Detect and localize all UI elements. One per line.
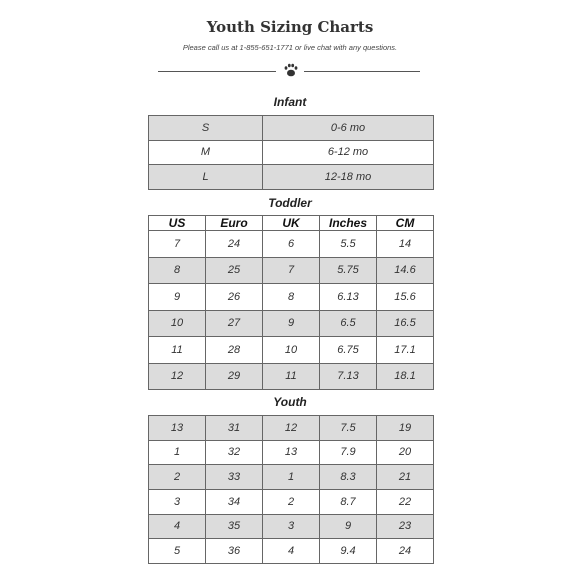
euro-cell: 25 (206, 257, 263, 284)
table-header-row (149, 216, 434, 231)
youth-section-title: Youth (273, 395, 307, 409)
table-row (149, 140, 434, 165)
infant-age-cell: 6-12 mo (263, 140, 434, 165)
infant-section-title: Infant (273, 95, 307, 109)
table-row (149, 465, 434, 490)
infant-size-cell: M (149, 140, 263, 165)
euro-cell: 24 (206, 231, 263, 258)
euro-cell: 28 (206, 337, 263, 364)
divider-left (158, 71, 276, 72)
us-cell: 11 (149, 337, 206, 364)
inches-cell: 9 (320, 514, 377, 539)
infant-size-table (148, 115, 434, 190)
table-row (149, 514, 434, 539)
us-cell: 4 (149, 514, 206, 539)
us-cell: 9 (149, 284, 206, 311)
cm-cell: 20 (377, 440, 434, 465)
us-cell: 7 (149, 231, 206, 258)
inches-cell: 8.7 (320, 489, 377, 514)
column-header-cm: CM (377, 216, 434, 231)
divider-right (304, 71, 420, 72)
uk-cell: 3 (263, 514, 320, 539)
euro-cell: 34 (206, 489, 263, 514)
euro-cell: 26 (206, 284, 263, 311)
inches-cell: 7.9 (320, 440, 377, 465)
euro-cell: 31 (206, 416, 263, 441)
table-row (149, 337, 434, 364)
table-row (149, 310, 434, 337)
inches-cell: 6.13 (320, 284, 377, 311)
paw-print-icon (283, 62, 299, 78)
uk-cell: 7 (263, 257, 320, 284)
table-row (149, 165, 434, 190)
us-cell: 10 (149, 310, 206, 337)
page-subtitle: Please call us at 1-855-651-1771 or live chat with any questions. (182, 43, 398, 52)
cm-cell: 19 (377, 416, 434, 441)
table-row (149, 440, 434, 465)
us-cell: 5 (149, 539, 206, 564)
inches-cell: 7.5 (320, 416, 377, 441)
euro-cell: 32 (206, 440, 263, 465)
cm-cell: 22 (377, 489, 434, 514)
table-row (149, 116, 434, 141)
uk-cell: 12 (263, 416, 320, 441)
uk-cell: 10 (263, 337, 320, 364)
inches-cell: 8.3 (320, 465, 377, 490)
uk-cell: 13 (263, 440, 320, 465)
column-header-euro: Euro (206, 216, 263, 231)
uk-cell: 9 (263, 310, 320, 337)
table-row (149, 489, 434, 514)
youth-size-table (148, 415, 434, 564)
page-title: Youth Sizing Charts (206, 18, 374, 36)
inches-cell: 5.75 (320, 257, 377, 284)
inches-cell: 7.13 (320, 363, 377, 390)
uk-cell: 11 (263, 363, 320, 390)
infant-size-cell: L (149, 165, 263, 190)
table-row (149, 363, 434, 390)
cm-cell: 18.1 (377, 363, 434, 390)
cm-cell: 14.6 (377, 257, 434, 284)
euro-cell: 33 (206, 465, 263, 490)
inches-cell: 9.4 (320, 539, 377, 564)
cm-cell: 21 (377, 465, 434, 490)
table-row (149, 539, 434, 564)
cm-cell: 23 (377, 514, 434, 539)
cm-cell: 24 (377, 539, 434, 564)
cm-cell: 17.1 (377, 337, 434, 364)
cm-cell: 15.6 (377, 284, 434, 311)
uk-cell: 4 (263, 539, 320, 564)
uk-cell: 1 (263, 465, 320, 490)
cm-cell: 14 (377, 231, 434, 258)
us-cell: 2 (149, 465, 206, 490)
uk-cell: 6 (263, 231, 320, 258)
table-row (149, 257, 434, 284)
table-row (149, 231, 434, 258)
inches-cell: 6.75 (320, 337, 377, 364)
inches-cell: 6.5 (320, 310, 377, 337)
table-row (149, 416, 434, 441)
infant-size-cell: S (149, 116, 263, 141)
us-cell: 3 (149, 489, 206, 514)
us-cell: 1 (149, 440, 206, 465)
cm-cell: 16.5 (377, 310, 434, 337)
uk-cell: 8 (263, 284, 320, 311)
infant-age-cell: 0-6 mo (263, 116, 434, 141)
us-cell: 13 (149, 416, 206, 441)
table-row (149, 284, 434, 311)
us-cell: 12 (149, 363, 206, 390)
us-cell: 8 (149, 257, 206, 284)
infant-age-cell: 12-18 mo (263, 165, 434, 190)
euro-cell: 36 (206, 539, 263, 564)
euro-cell: 35 (206, 514, 263, 539)
column-header-uk: UK (263, 216, 320, 231)
euro-cell: 29 (206, 363, 263, 390)
toddler-size-table (148, 215, 434, 390)
toddler-section-title: Toddler (268, 196, 312, 210)
euro-cell: 27 (206, 310, 263, 337)
inches-cell: 5.5 (320, 231, 377, 258)
column-header-us: US (149, 216, 206, 231)
column-header-inches: Inches (320, 216, 377, 231)
uk-cell: 2 (263, 489, 320, 514)
